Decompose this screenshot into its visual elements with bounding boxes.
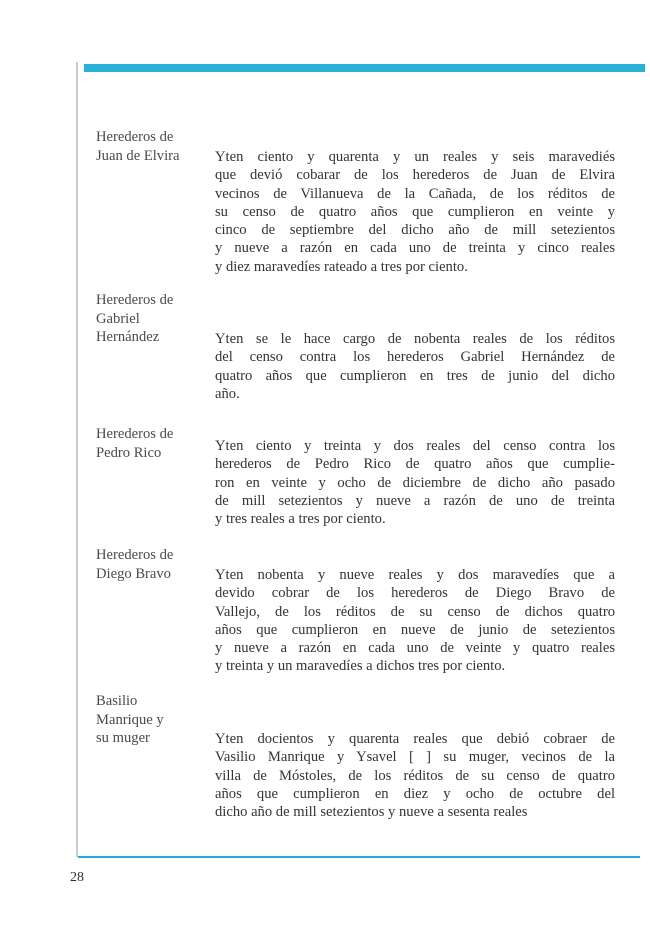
body-line: del censo contra los herederos Gabriel Hernández de <box>215 349 615 366</box>
body-line: años que cumplieron en diez y ocho de octubre del <box>215 785 615 802</box>
body-line: vecinos de Villanueva de la Cañada, de los réditos de <box>215 185 615 202</box>
label-line: Herederos de <box>96 547 174 563</box>
body-line: y treinta y un maravedíes a dichos tres por ciento. <box>215 658 506 675</box>
body-line: villa de Móstoles, de los réditos de su censo de quatro <box>215 767 615 784</box>
page-number: 28 <box>70 870 84 885</box>
body-line: ron en veinte y ocho de diciembre de dicho año pasado <box>215 474 615 491</box>
body-line: y nueve a razón en cada uno de treinta y cinco reales <box>215 240 615 257</box>
label-line: Manrique y <box>96 711 164 728</box>
body-line: Yten docientos y quarenta reales que debió cobraer de <box>215 731 615 747</box>
body-line: quatro años que cumplieron en tres de junio del dicho <box>215 367 615 384</box>
label-line: Gabriel <box>96 310 140 327</box>
body-line: Yten nobenta y nueve reales y dos maravedíes que a <box>215 567 615 583</box>
body-line: su censo de quatro años que cumplieron en veinte y <box>215 203 615 220</box>
label-line: su muger <box>96 730 150 746</box>
footer-rule <box>78 856 640 858</box>
body-line: año. <box>215 385 240 402</box>
body-line: Yten ciento y treinta y dos reales del censo contra los <box>215 438 615 454</box>
entry-label <box>96 546 211 583</box>
body-line: cinco de septiembre del dicho año de mill setezientos <box>215 222 615 239</box>
label-line: Diego Bravo <box>96 565 171 582</box>
label-line: Hernández <box>96 329 160 345</box>
entry-label <box>96 692 211 748</box>
label-line: Herederos de <box>96 129 174 145</box>
entry-body <box>215 730 615 821</box>
header-accent-bar <box>84 64 645 72</box>
entry-body <box>215 330 615 403</box>
body-line: Vasilio Manrique y Ysavel [ ] su muger, vecinos de la <box>215 749 615 766</box>
label-line: Basilio <box>96 693 138 709</box>
body-line: que devió cobarar de los herederos de Juan de Elvira <box>215 167 615 184</box>
label-line: Juan de Elvira <box>96 147 180 164</box>
body-line: años que cumplieron en nueve de junio de setezientos <box>215 621 615 638</box>
label-line: Herederos de <box>96 426 174 442</box>
body-line: devido cobrar de los herederos de Diego Bravo de <box>215 585 615 602</box>
body-line: herederos de Pedro Rico de quatro años que cumplie- <box>215 456 615 473</box>
entry-label <box>96 425 211 462</box>
body-line: y diez maravedíes rateado a tres por ciento. <box>215 258 468 275</box>
body-line: dicho año de mill setezientos y nueve a sesenta reales <box>215 804 528 821</box>
entry-body <box>215 148 615 276</box>
body-line: Yten se le hace cargo de nobenta reales de los réditos <box>215 331 615 347</box>
body-line: de mill setezientos y nueve a razón de uno de treinta <box>215 492 615 509</box>
entry-label <box>96 128 211 165</box>
body-line: y tres reales a tres por ciento. <box>215 511 386 528</box>
entry-label <box>96 291 211 347</box>
entry-body <box>215 437 615 528</box>
label-line: Pedro Rico <box>96 444 162 461</box>
entry-body <box>215 566 615 676</box>
body-line: Vallejo, de los réditos de su censo de dichos quatro <box>215 603 615 620</box>
body-line: y nueve a razón en cada uno de veinte y quatro reales <box>215 640 615 657</box>
label-line: Herederos de <box>96 292 174 308</box>
left-margin-rule <box>76 62 78 857</box>
body-line: Yten ciento y quarenta y un reales y seis maravediés <box>215 149 615 165</box>
